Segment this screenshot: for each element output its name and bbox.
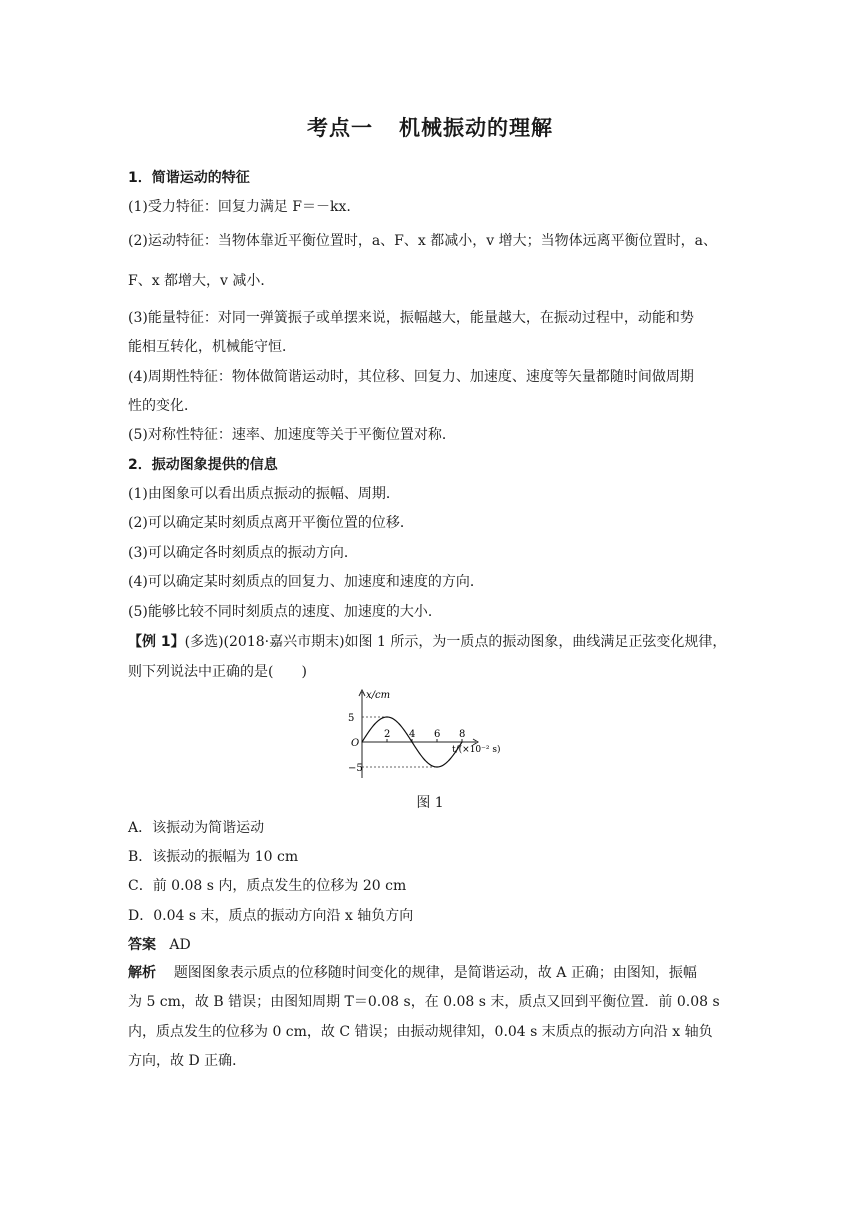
data-point <box>399 724 400 725</box>
section1-p4a: (4)周期性特征：物体做简谐运动时，其位移、回复力、加速度、速度等矢量都随时间做周期 <box>128 369 694 385</box>
origin-label: O <box>351 738 360 749</box>
y-tick-label: −5 <box>348 763 363 774</box>
section1-p1: (1)受力特征：回复力满足 F＝－kx. <box>128 199 351 215</box>
analysis-text: 题图图象表示质点的位移随时间变化的规律，是简谐运动，故 A 正确；由图知，振幅 <box>173 965 697 981</box>
answer-line <box>128 935 748 955</box>
data-point <box>386 716 387 717</box>
x-tick-label: 6 <box>434 729 441 740</box>
answer-label: 答案 <box>128 937 156 953</box>
section2-item: (4)可以确定某时刻质点的回复力、加速度和速度的方向． <box>128 574 484 590</box>
section1-p5: (5)对称性特征：速率、加速度等关于平衡位置对称． <box>128 427 456 443</box>
section1-p3b: 能相互转化，机械能守恒． <box>128 339 296 355</box>
data-point <box>411 741 412 742</box>
section2-heading: 2．振动图象提供的信息 <box>128 457 278 473</box>
section1-heading: 1．简谐运动的特征 <box>128 170 250 186</box>
data-point <box>424 759 425 760</box>
analysis-line <box>128 963 748 983</box>
title-part2: 机械振动的理解 <box>399 116 553 140</box>
x-tick-label: 4 <box>409 729 416 740</box>
example-question: (多选)(2018·嘉兴市期末)如图 1 所示，为一质点的振动图象，曲线满足正弦变化规律， <box>184 634 727 650</box>
data-point <box>361 741 362 742</box>
title-part1: 考点一 <box>307 116 373 140</box>
option-d: D．0.04 s 末，质点的振动方向沿 x 轴负方向 <box>128 908 414 924</box>
option-b: B．该振动的振幅为 10 cm <box>128 849 299 865</box>
data-point <box>374 724 375 725</box>
y-axis-label: x/cm <box>366 690 391 701</box>
data-point <box>436 766 437 767</box>
section1-p3a: (3)能量特征：对同一弹簧振子或单摆来说，振幅越大，能量越大，在振动过程中，动能和势 <box>128 310 694 326</box>
x-axis-label: t/(×10⁻² s) <box>452 745 501 755</box>
section1-p4b: 性的变化． <box>128 398 198 414</box>
figure-caption: 图 1 <box>416 795 444 811</box>
analysis-label: 解析 <box>128 965 156 981</box>
example-line1 <box>128 632 748 652</box>
section1-p2a: (2)运动特征：当物体靠近平衡位置时，a、F、x 都减小，v 增大；当物体远离平衡位置时，a、 <box>128 233 717 249</box>
analysis-line: 为 5 cm，故 B 错误；由图知周期 T＝0.08 s，在 0.08 s 末，质点又回到平衡位置．前 0.08 s <box>128 994 720 1010</box>
section2-item: (1)由图象可以看出质点振动的振幅、周期． <box>128 486 400 502</box>
answer-value: AD <box>169 937 191 953</box>
data-point <box>461 741 462 742</box>
section1-p2b: F、x 都增大，v 减小． <box>128 273 275 289</box>
example-label: 【例 1】 <box>128 634 185 650</box>
section2-item: (5)能够比较不同时刻质点的速度、加速度的大小． <box>128 604 442 620</box>
analysis-line: 内，质点发生的位移为 0 cm，故 C 错误；由振动规律知，0.04 s 末质点的振动方向沿 x 轴负 <box>128 1024 713 1040</box>
analysis-line: 方向，故 D 正确． <box>128 1053 247 1069</box>
x-tick-label: 8 <box>459 729 466 740</box>
option-a: A．该振动为简谐运动 <box>128 820 265 836</box>
vibration-graph <box>340 686 540 786</box>
page-title <box>0 112 860 142</box>
data-point <box>449 759 450 760</box>
section2-item: (2)可以确定某时刻质点离开平衡位置的位移． <box>128 515 414 531</box>
section2-item: (3)可以确定各时刻质点的振动方向． <box>128 545 358 561</box>
option-c: C．前 0.08 s 内，质点发生的位移为 20 cm <box>128 878 407 894</box>
example-line2: 则下列说法中正确的是( ) <box>128 664 307 680</box>
y-tick-label: 5 <box>348 713 355 724</box>
x-tick-label: 2 <box>384 729 391 740</box>
